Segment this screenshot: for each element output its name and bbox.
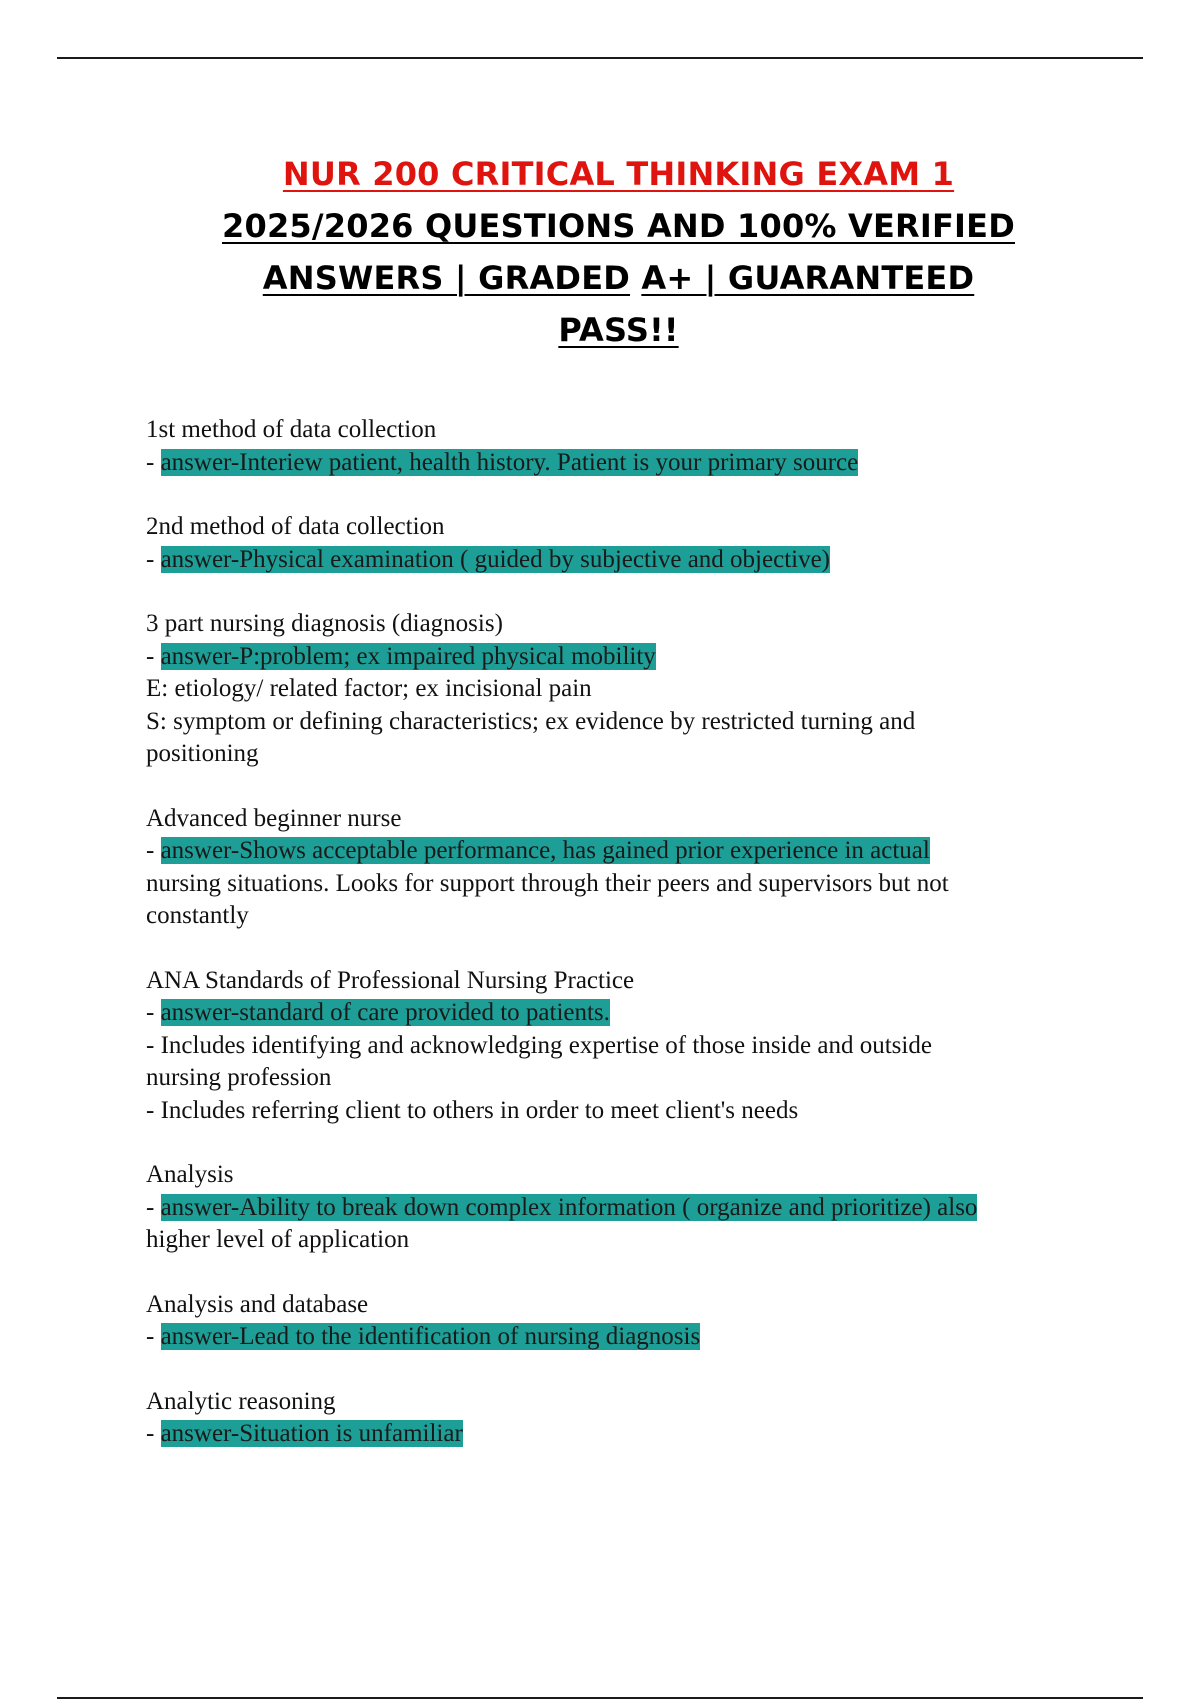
answer-line: - answer-Physical examination ( guided by subjective and objective) [146, 545, 831, 573]
question-text: 2nd method of data collection [146, 513, 445, 540]
question-text: 3 part nursing diagnosis (diagnosis) [146, 610, 503, 637]
question-text: Analysis and database [146, 1290, 369, 1318]
question-text: Analytic reasoning [146, 1387, 336, 1415]
qa-item [146, 1159, 1086, 1257]
answer-continuation: nursing situations. Looks for support through their peers and supervisors but not [146, 869, 949, 897]
answer-continuation: - Includes referring client to others in order to meet client's needs [146, 1096, 799, 1124]
qa-item [146, 1386, 1086, 1451]
answer-line: - answer-P:problem; ex impaired physical mobility [146, 642, 656, 670]
question-text: 1st method of data collection [146, 416, 437, 443]
answer-highlight: answer-Interiew patient, health history. Patient is your primary source [160, 448, 859, 476]
bottom-rule [57, 1697, 1143, 1699]
answer-continuation: constantly [146, 902, 249, 929]
answer-line: - answer-Lead to the identification of nursing diagnosis [146, 1323, 701, 1350]
answer-continuation: positioning [146, 740, 259, 767]
answer-line: - answer-Ability to break down complex information ( organize and prioritize) also [146, 1193, 978, 1221]
title-line-4: PASS!! [558, 311, 679, 349]
qa-item [146, 803, 1086, 933]
question-text: Advanced beginner nurse [146, 804, 402, 832]
answer-line: - answer-standard of care provided to patients. [146, 999, 610, 1026]
qa-item [146, 965, 1086, 1128]
title-line-3: ANSWERS | GRADED A+ | GUARANTEED [262, 259, 975, 297]
answer-highlight: answer-standard of care provided to patients. [160, 999, 610, 1026]
answer-highlight: answer-Ability to break down complex information ( organize and prioritize) also [160, 1193, 978, 1221]
answer-highlight: answer-Situation is unfamiliar [160, 1420, 463, 1447]
answer-highlight: answer-Physical examination ( guided by subjective and objective) [160, 545, 831, 573]
answer-highlight: answer-Shows acceptable performance, has gained prior experience in actual [160, 837, 930, 864]
answer-continuation: E: etiology/ related factor; ex incisional pain [146, 675, 592, 702]
answer-continuation: higher level of application [146, 1226, 410, 1253]
question-text: Analysis [146, 1161, 234, 1188]
answer-line: - answer-Interiew patient, health history. Patient is your primary source [146, 448, 859, 476]
answer-highlight: answer-Lead to the identification of nursing diagnosis [160, 1323, 701, 1350]
qa-item [146, 1289, 1086, 1354]
answer-line: - answer-Situation is unfamiliar [146, 1420, 463, 1447]
qa-item [146, 608, 1086, 771]
answer-continuation: S: symptom or defining characteristics; ex evidence by restricted turning and [146, 707, 916, 735]
answer-continuation: - Includes identifying and acknowledging expertise of those inside and outside [146, 1031, 932, 1059]
answer-line: - answer-Shows acceptable performance, has gained prior experience in actual [146, 837, 930, 864]
title-line-2: 2025/2026 QUESTIONS AND 100% VERIFIED [222, 207, 1015, 245]
title-line-1: NUR 200 CRITICAL THINKING EXAM 1 [282, 155, 955, 193]
top-rule [57, 57, 1143, 59]
answer-continuation: nursing profession [146, 1064, 332, 1091]
question-text: ANA Standards of Professional Nursing Practice [146, 966, 635, 994]
document-title [0, 148, 1200, 356]
qa-item [146, 414, 1086, 479]
qa-list [146, 414, 1086, 1483]
qa-item [146, 511, 1086, 576]
answer-highlight: answer-P:problem; ex impaired physical mobility [160, 642, 656, 670]
